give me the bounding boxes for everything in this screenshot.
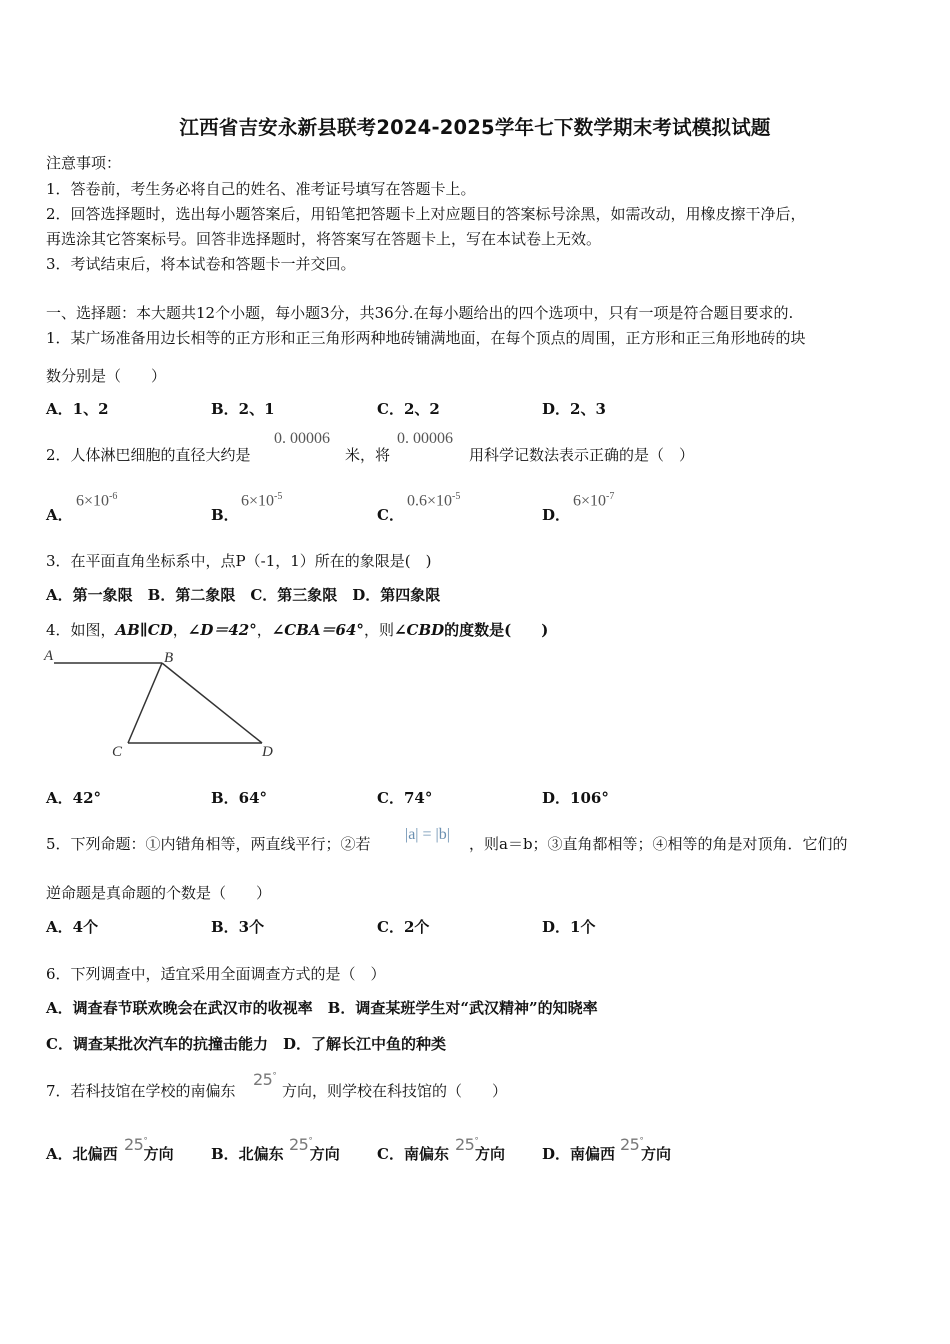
- notice-item-2-cont: 再选涂其它答案标号。回答非选择题时，将答案写在答题卡上，写在本试卷上无效。: [46, 230, 602, 248]
- q2-option-b-label: B．: [211, 506, 239, 524]
- q2-option-d-formula: $6\times 10^{-7}$: [573, 491, 615, 510]
- q5-option-a: A．4个: [46, 918, 99, 936]
- question-2-mid: 米，将: [345, 446, 391, 464]
- question-4: 4．如图，AB∥CD，∠D＝42°，∠CBA＝64°，则∠CBD的度数是( ): [46, 621, 549, 639]
- question-7-prefix: 7．若科技馆在学校的南偏东: [46, 1082, 236, 1100]
- question-5-line-2: 逆命题是真命题的个数是（ ）: [46, 884, 272, 902]
- q3-options: A．第一象限 B．第二象限 C．第三象限 D．第四象限: [46, 586, 441, 604]
- section-heading: 一、选择题：本大题共12个小题，每小题3分，共36分.在每小题给出的四个选项中，只有一项是符合题目要求的.: [46, 304, 794, 322]
- q5-formula: |a| = |b|: [405, 826, 450, 843]
- q7-angle: 25°: [253, 1070, 277, 1089]
- q7-option-d: D．南偏西 方向: [542, 1145, 672, 1163]
- q4-angle-cbd: ∠CBD: [393, 621, 445, 639]
- question-1-line-1: 1．某广场准备用边长相等的正方形和正三角形两种地砖铺满地面，在每个顶点的周围，正方形和正三角形地砖的块: [46, 329, 806, 347]
- q1-option-d: D．2、3: [542, 400, 606, 418]
- q4-option-d: D．106°: [542, 789, 609, 807]
- q7-option-d-angle: 25°: [620, 1135, 644, 1154]
- q6-options-row-2: C．调查某批次汽车的抗撞击能力 D．了解长江中鱼的种类: [46, 1035, 446, 1053]
- q4-figure: [40, 644, 290, 762]
- q4-ab-parallel-cd: AB∥CD: [115, 621, 173, 639]
- q1-option-c: C．2、2: [377, 400, 440, 418]
- segment-bc: [128, 663, 162, 743]
- q5-option-b: B．3个: [211, 918, 265, 936]
- q2-option-c-formula: $0.6\times 10^{-5}$: [407, 491, 461, 510]
- label-d: D: [262, 744, 273, 760]
- notice-item-2: 2．回答选择题时，选出每小题答案后，用铅笔把答题卡上对应题目的答案标号涂黑，如需改动，用橡皮擦干净后，: [46, 205, 806, 223]
- question-2-suffix: 用科学记数法表示正确的是（ ）: [469, 446, 695, 464]
- q4-option-b: B．64°: [211, 789, 268, 807]
- question-5-suffix: ，则a＝b；③直角都相等；④相等的角是对顶角．它们的: [469, 835, 848, 853]
- q5-option-c: C．2个: [377, 918, 430, 936]
- q2-option-a-formula: $6\times 10^{-6}$: [76, 491, 118, 510]
- question-1-line-2: 数分别是（ ）: [46, 367, 167, 385]
- q7-option-a-angle: 25°: [124, 1135, 148, 1154]
- q4-option-a: A．42°: [46, 789, 102, 807]
- question-6: 6．下列调查中，适宜采用全面调查方式的是（ ）: [46, 965, 386, 983]
- q1-option-b: B．2、1: [211, 400, 275, 418]
- q7-option-c-angle: 25°: [455, 1135, 479, 1154]
- question-2-prefix: 2．人体淋巴细胞的直径大约是: [46, 446, 251, 464]
- question-5-prefix: 5．下列命题：①内错角相等，两直线平行；②若: [46, 835, 371, 853]
- exam-title: 江西省吉安永新县联考2024-2025学年七下数学期末考试模拟试题: [179, 116, 771, 139]
- notice-item-3: 3．考试结束后，将本试卷和答题卡一并交回。: [46, 255, 356, 273]
- q7-option-b: B．北偏东 方向: [211, 1145, 340, 1163]
- notice-heading: 注意事项：: [46, 154, 122, 172]
- label-a: A: [44, 648, 54, 664]
- q7-option-a: A．北偏西 方向: [46, 1145, 174, 1163]
- q2-value-1: 0. 00006: [274, 430, 330, 447]
- q7-option-c: C．南偏东 方向: [377, 1145, 505, 1163]
- segment-bd: [162, 663, 262, 743]
- q4-option-c: C．74°: [377, 789, 433, 807]
- q2-option-a-label: A．: [46, 506, 73, 524]
- q2-option-d-label: D．: [542, 506, 571, 524]
- q2-value-2: 0. 00006: [397, 430, 453, 447]
- q5-option-d: D．1个: [542, 918, 596, 936]
- label-c: C: [112, 744, 123, 760]
- q1-option-a: A．1、2: [46, 400, 109, 418]
- q7-option-b-angle: 25°: [289, 1135, 313, 1154]
- q2-option-b-formula: $6\times 10^{-5}$: [241, 491, 283, 510]
- question-7-suffix: 方向，则学校在科技馆的（ ）: [282, 1082, 508, 1100]
- q6-options-row-1: A．调查春节联欢晚会在武汉市的收视率 B．调查某班学生对“武汉精神”的知晓率: [46, 999, 598, 1017]
- notice-item-1: 1．答卷前，考生务必将自己的姓名、准考证号填写在答题卡上。: [46, 180, 476, 198]
- q4-angle-d: ∠D＝42°: [187, 621, 257, 639]
- label-b: B: [164, 650, 174, 666]
- question-3: 3．在平面直角坐标系中，点P（-1，1）所在的象限是( ): [46, 552, 432, 570]
- q2-option-c-label: C．: [377, 506, 404, 524]
- q4-angle-cba: ∠CBA＝64°: [271, 621, 364, 639]
